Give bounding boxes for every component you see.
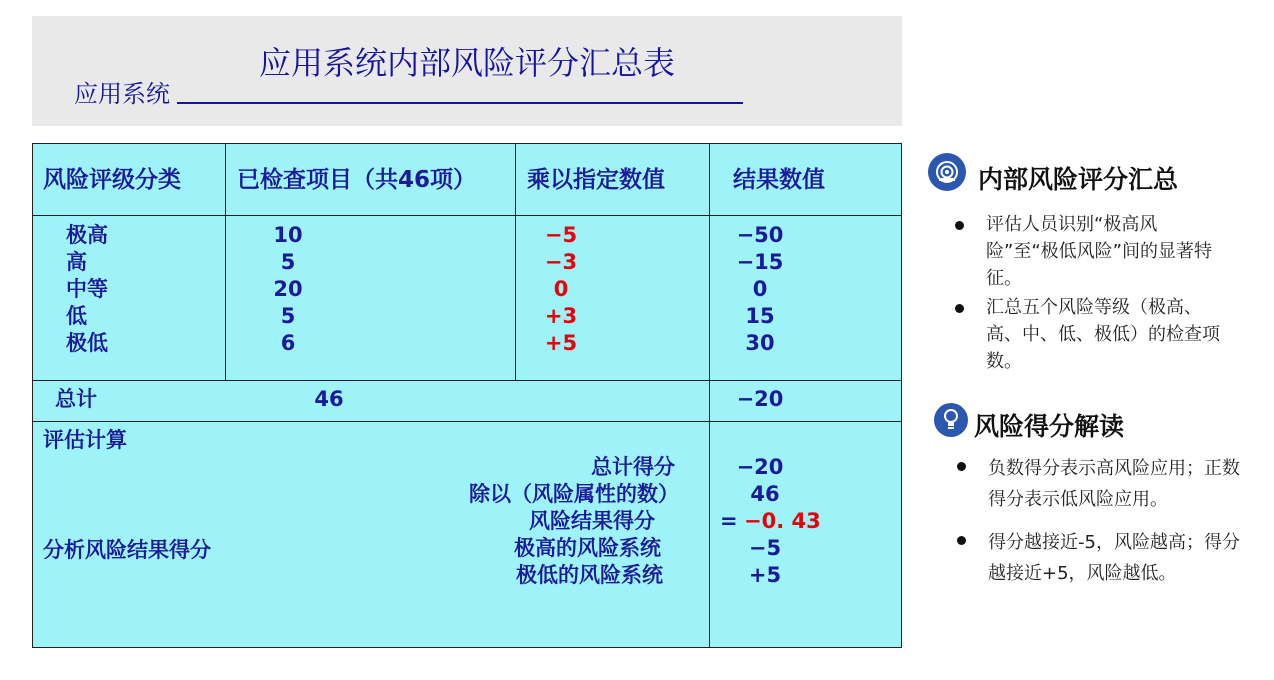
eval-equals-sign: = (720, 509, 738, 533)
multiplier-cell: 0 (553, 277, 569, 301)
evaluation-title: 评估计算 (43, 428, 127, 452)
column-header-checked-items: 已检查项目（共46项） (237, 167, 477, 193)
grid-line (33, 421, 901, 422)
result-cell: 0 (752, 277, 768, 301)
total-label: 总计 (55, 387, 97, 411)
eval-label-total-score: 总计得分 (591, 455, 675, 479)
checked-count-cell: 5 (280, 304, 296, 328)
page-title: 应用系统内部风险评分汇总表 (258, 44, 675, 82)
bullet-dot (955, 304, 964, 313)
multiplier-cell: −5 (544, 223, 578, 247)
lightbulb-icon (934, 403, 968, 437)
checked-count-cell: 20 (273, 277, 303, 301)
multiplier-cell: +3 (544, 304, 578, 328)
result-cell: 30 (745, 331, 775, 355)
risk-score-table (32, 143, 902, 648)
target-icon (928, 153, 966, 191)
total-result: −20 (736, 387, 784, 411)
eval-label-risk-result: 风险结果得分 (529, 509, 655, 533)
section-title-summary: 内部风险评分汇总 (978, 165, 1179, 194)
grid-line (33, 215, 901, 216)
header-band (32, 16, 902, 126)
eval-label-highest-risk: 极高的风险系统 (514, 536, 661, 560)
grid-line (33, 380, 901, 381)
column-header-risk-level: 风险评级分类 (43, 167, 181, 193)
risk-level-cell: 低 (66, 304, 87, 328)
eval-value-risk-result: −0. 43 (744, 509, 821, 533)
bullet-dot (957, 536, 966, 545)
eval-value-highest-risk: −5 (748, 536, 782, 560)
interpretation-bullet-1: 负数得分表示高风险应用；正数得分表示低风险应用。 (988, 458, 1240, 510)
risk-level-cell: 极高 (66, 223, 108, 247)
eval-value-total-score: −20 (736, 455, 784, 479)
eval-label-lowest-risk: 极低的风险系统 (516, 563, 663, 587)
checked-count-cell: 6 (280, 331, 296, 355)
eval-value-lowest-risk: +5 (748, 563, 782, 587)
total-count: 46 (314, 387, 344, 411)
grid-line (225, 144, 226, 380)
column-header-multiplier: 乘以指定数值 (527, 167, 665, 193)
result-cell: −50 (736, 223, 784, 247)
interpretation-bullet-2: 得分越接近-5，风险越高；得分越接近+5，风险越低。 (988, 532, 1240, 584)
bullet-dot (955, 221, 964, 230)
risk-level-cell: 高 (66, 250, 87, 274)
app-system-fill-line (177, 102, 743, 104)
multiplier-cell: −3 (544, 250, 578, 274)
eval-value-divide: 46 (750, 482, 780, 506)
analysis-label: 分析风险结果得分 (43, 538, 211, 562)
bullet-dot (957, 462, 966, 471)
summary-bullet-1: 评估人员识别“极高风险”至“极低风险”间的显著特征。 (986, 214, 1212, 289)
section-title-interpretation: 风险得分解读 (974, 412, 1125, 441)
grid-line (709, 144, 710, 647)
result-cell: 15 (745, 304, 775, 328)
multiplier-cell: +5 (544, 331, 578, 355)
risk-level-cell: 中等 (66, 277, 108, 301)
app-system-label: 应用系统 (74, 80, 170, 108)
result-cell: −15 (736, 250, 784, 274)
risk-level-cell: 极低 (66, 331, 108, 355)
column-header-result: 结果数值 (733, 167, 825, 193)
checked-count-cell: 10 (273, 223, 303, 247)
summary-bullet-2: 汇总五个风险等级（极高、高、中、低、极低）的检查项数。 (986, 297, 1220, 372)
grid-line (515, 144, 516, 380)
eval-label-divide: 除以（风险属性的数） (469, 482, 679, 506)
checked-count-cell: 5 (280, 250, 296, 274)
